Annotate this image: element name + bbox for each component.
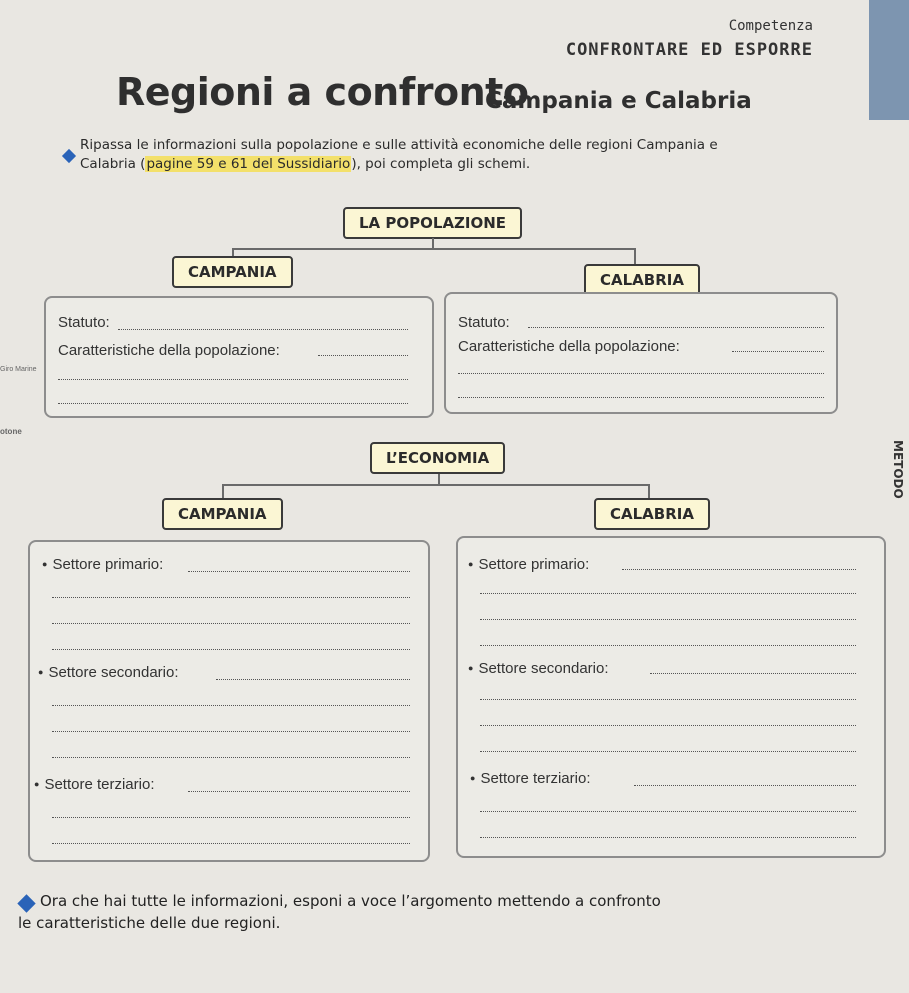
field-label-secondario: ● Settore secondario: bbox=[468, 660, 609, 677]
answer-line[interactable] bbox=[52, 596, 410, 598]
answer-line-caratteristiche[interactable] bbox=[318, 354, 408, 356]
region-pill-calabria: CALABRIA bbox=[594, 498, 710, 530]
competenza-label: Competenza bbox=[728, 18, 813, 34]
field-label-secondario: ● Settore secondario: bbox=[38, 664, 179, 681]
answer-line[interactable] bbox=[58, 378, 408, 380]
instructions: Ripassa le informazioni sulla popolazione e sulle attività economiche delle regioni Campania e Calabria (pagine 59 e 61 del Sussidiario), poi completa gli schemi. bbox=[80, 137, 718, 172]
page-edge-tab bbox=[869, 0, 909, 120]
page-title: Regioni a confronto bbox=[116, 70, 529, 114]
answer-line[interactable] bbox=[52, 756, 410, 758]
answer-line[interactable] bbox=[52, 816, 410, 818]
answer-line-primario[interactable] bbox=[622, 568, 856, 570]
answer-line[interactable] bbox=[480, 750, 856, 752]
region-pill-campania: CAMPANIA bbox=[162, 498, 283, 530]
heading-economia: L’ECONOMIA bbox=[370, 442, 505, 474]
answer-line-statuto[interactable] bbox=[118, 328, 408, 330]
page-subtitle: Campania e Calabria bbox=[485, 88, 752, 114]
connector bbox=[232, 248, 636, 250]
answer-line[interactable] bbox=[480, 644, 856, 646]
region-pill-calabria: CALABRIA bbox=[584, 264, 700, 296]
field-label-primario: ● Settore primario: bbox=[42, 556, 163, 573]
connector bbox=[222, 484, 650, 486]
answer-line[interactable] bbox=[52, 622, 410, 624]
field-label-terziario: ● Settore terziario: bbox=[470, 770, 590, 787]
field-label-terziario: ● Settore terziario: bbox=[34, 776, 154, 793]
field-label-caratteristiche: Caratteristiche della popolazione: bbox=[458, 338, 680, 355]
highlighted-reference: pagine 59 e 61 del Sussidiario bbox=[146, 156, 351, 172]
answer-line-statuto[interactable] bbox=[528, 326, 824, 328]
answer-line[interactable] bbox=[52, 730, 410, 732]
answer-line-terziario[interactable] bbox=[634, 784, 856, 786]
answer-line[interactable] bbox=[480, 810, 856, 812]
margin-note: Giro Marine bbox=[0, 366, 37, 373]
field-label-primario: ● Settore primario: bbox=[468, 556, 589, 573]
answer-line[interactable] bbox=[480, 724, 856, 726]
answer-line[interactable] bbox=[58, 402, 408, 404]
region-pill-campania: CAMPANIA bbox=[172, 256, 293, 288]
diamond-bullet-icon bbox=[62, 149, 76, 163]
answer-line-caratteristiche[interactable] bbox=[732, 350, 824, 352]
answer-line[interactable] bbox=[458, 396, 824, 398]
answer-line[interactable] bbox=[480, 618, 856, 620]
panel-economia-campania bbox=[28, 540, 430, 862]
field-label-statuto: Statuto: bbox=[58, 314, 110, 331]
answer-line[interactable] bbox=[480, 592, 856, 594]
answer-line-terziario[interactable] bbox=[188, 790, 410, 792]
answer-line[interactable] bbox=[52, 648, 410, 650]
field-label-statuto: Statuto: bbox=[458, 314, 510, 331]
answer-line-primario[interactable] bbox=[188, 570, 410, 572]
answer-line[interactable] bbox=[52, 842, 410, 844]
answer-line[interactable] bbox=[52, 704, 410, 706]
answer-line-secondario[interactable] bbox=[216, 678, 410, 680]
margin-note: otone bbox=[0, 427, 22, 436]
answer-line[interactable] bbox=[480, 698, 856, 700]
diamond-bullet-icon bbox=[17, 894, 35, 912]
side-tab-label: METODO bbox=[891, 440, 905, 499]
answer-line-secondario[interactable] bbox=[650, 672, 856, 674]
answer-line[interactable] bbox=[458, 372, 824, 374]
answer-line[interactable] bbox=[480, 836, 856, 838]
footer-instruction: Ora che hai tutte le informazioni, esponi a voce l’argomento mettendo a confronto le caratteristiche delle due regioni. bbox=[18, 892, 661, 932]
field-label-caratteristiche: Caratteristiche della popolazione: bbox=[58, 342, 280, 359]
heading-popolazione: LA POPOLAZIONE bbox=[343, 207, 522, 239]
skill-label: CONFRONTARE ED ESPORRE bbox=[565, 40, 813, 60]
